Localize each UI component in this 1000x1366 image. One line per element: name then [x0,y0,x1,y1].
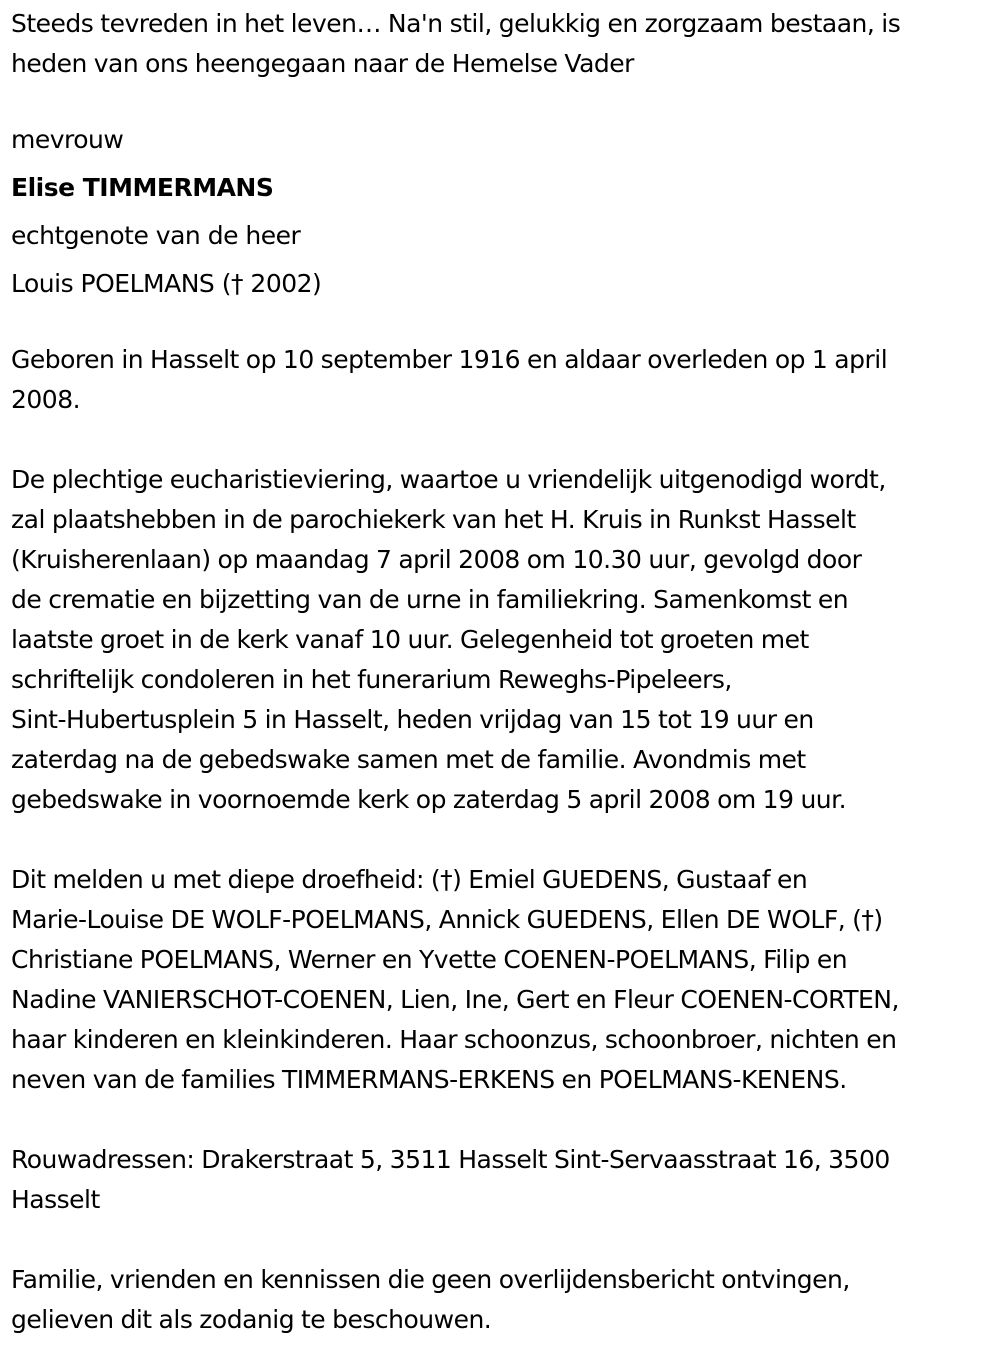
ceremony-paragraph: De plechtige eucharistieviering, waartoe u vriendelijk uitgenodigd wordt, zal plaatshebben in de parochiekerk van het H. Kruis in Runkst Hasselt (Kruisherenlaan) op maandag 7 april 2008 om 10.30 uur, gevolgd door de crematie en bijzetting van de urne in familiekring. Samenkomst en laatste groet in de kerk vanaf 10 uur. Gelegenheid tot groeten met schriftelijk condoleren in het funerarium Reweghs-Pipeleers, Sint-Hubertusplein 5 in Hasselt, heden vrijdag van 15 tot 19 uur en zaterdag na de gebedswake samen met de familie. Avondmis met gebedswake in voornoemde kerk op zaterdag 5 april 2008 om 19 uur. [11,465,886,814]
addresses-paragraph: Rouwadressen: Drakerstraat 5, 3511 Hasselt Sint-Servaasstraat 16, 3500 Hasselt [11,1145,890,1214]
spacer [11,1220,992,1260]
spacer [11,308,992,340]
spouse-name: Louis POELMANS († 2002) [11,269,322,298]
spacer [11,420,992,460]
deceased-name: Elise TIMMERMANS [11,173,274,202]
relation-text: echtgenote van de heer [11,221,301,250]
family-paragraph: Dit melden u met diepe droefheid: (†) Emiel GUEDENS, Gustaaf en Marie-Louise DE WOLF-POELMANS, Annick GUEDENS, Ellen DE WOLF, (†) Christiane POELMANS, Werner en Yvette COENEN-POELMANS, Filip en Nadine VANIERSCHOT-COENEN, Lien, Ine, Gert en Fleur COENEN-CORTEN, haar kinderen en kleinkinderen. Haar schoonzus, schoonbroer, nichten en neven van de families TIMMERMANS-ERKENS en POELMANS-KENENS. [11,865,899,1094]
birth-death-paragraph: Geboren in Hasselt op 10 september 1916 en aldaar overleden op 1 april 2008. [11,345,888,414]
spacer [11,84,992,116]
closing-paragraph: Familie, vrienden en kennissen die geen overlijdensbericht ontvingen, gelieven dit als zodanig te beschouwen. [11,1265,850,1334]
intro-paragraph: Steeds tevreden in het leven… Na'n stil, gelukkig en zorgzaam bestaan, is heden van ons heengegaan naar de Hemelse Vader [11,9,901,78]
title-prefix: mevrouw [11,125,124,154]
spacer [11,1100,992,1140]
spacer [11,820,992,860]
